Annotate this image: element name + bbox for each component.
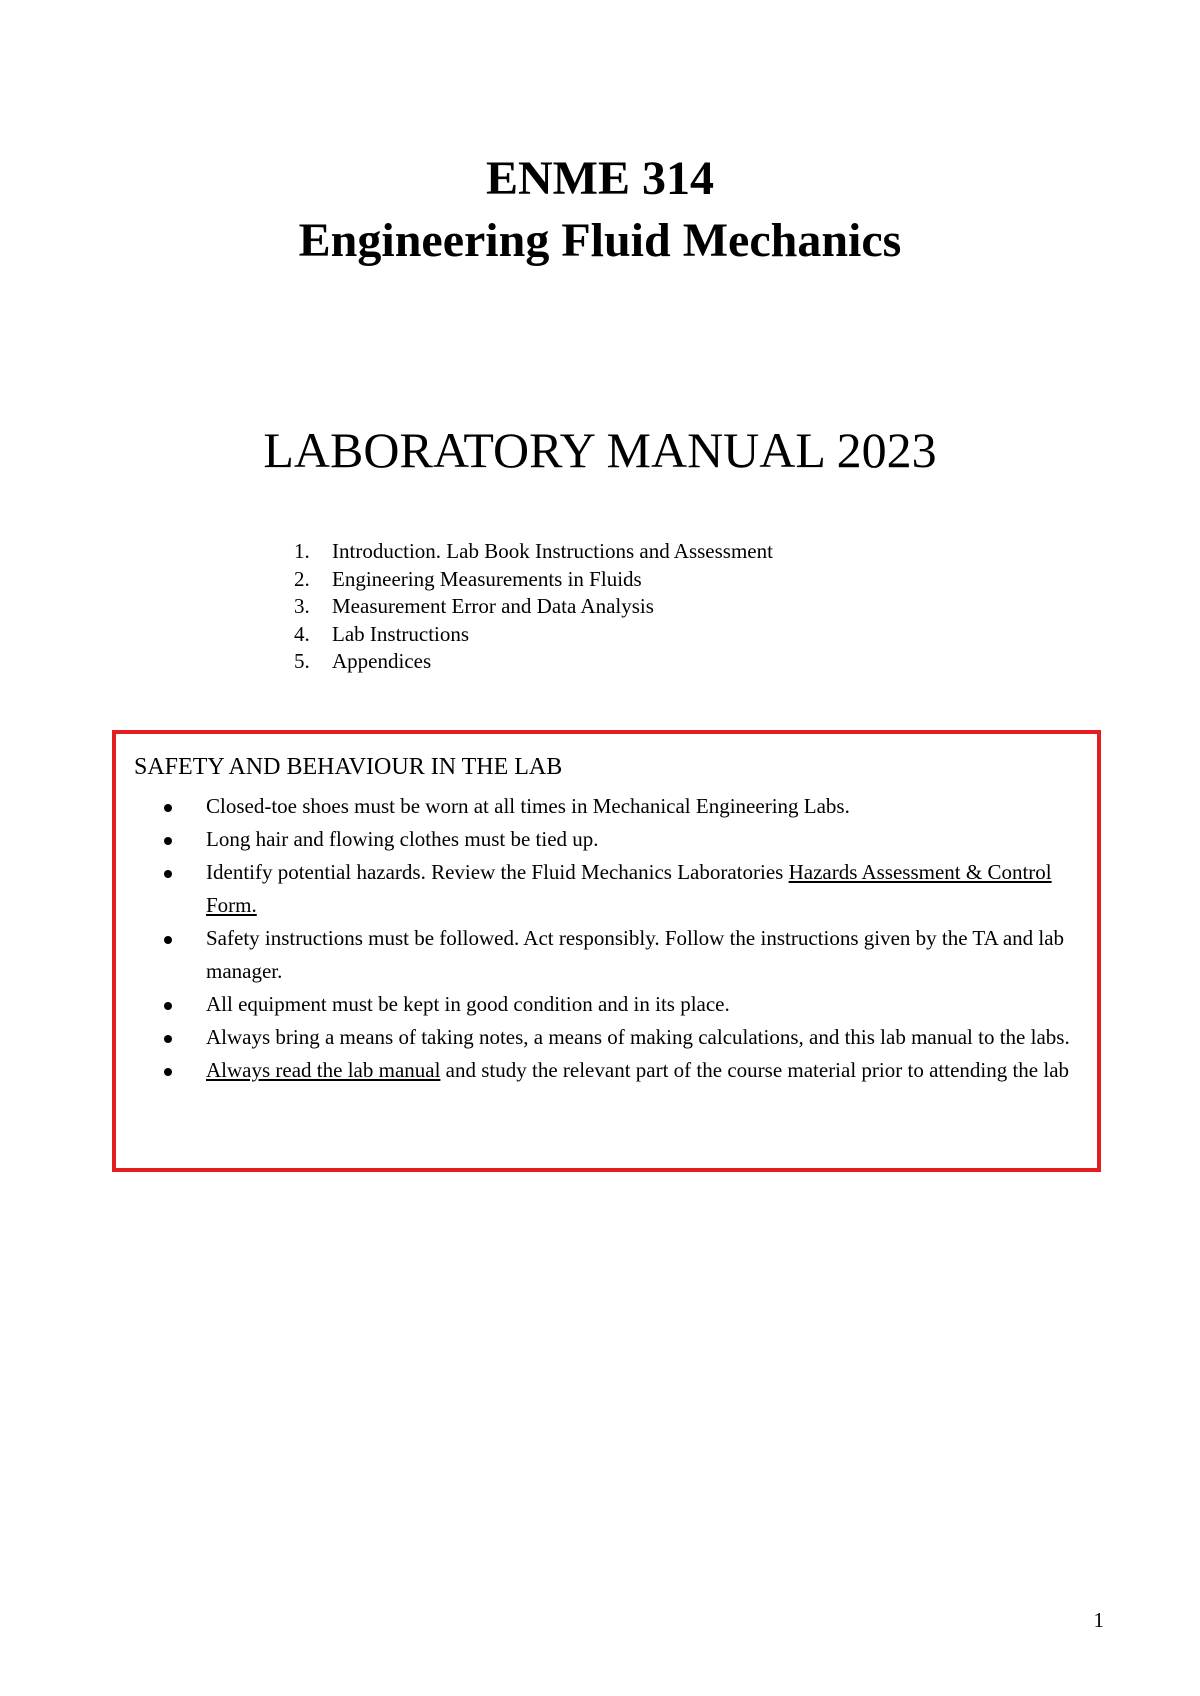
bullet-icon <box>164 1068 172 1076</box>
contents-item <box>290 566 773 594</box>
contents-number: 5. <box>294 649 310 673</box>
contents-item <box>290 593 773 621</box>
bullet-icon <box>164 1002 172 1010</box>
hazards-form-link[interactable]: Hazards Assessment & Control Form. <box>206 860 1052 917</box>
safety-heading: SAFETY AND BEHAVIOUR IN THE LAB <box>134 754 563 780</box>
contents-item <box>290 648 773 676</box>
safety-item-equipment <box>134 988 1074 1021</box>
course-code: ENME 314 <box>486 152 714 205</box>
bullet-icon <box>164 837 172 845</box>
safety-item-hair <box>134 823 1074 856</box>
contents-number: 3. <box>294 594 310 618</box>
safety-box <box>112 730 1101 1172</box>
page-number: 1 <box>1093 1608 1104 1632</box>
contents-number: 2. <box>294 566 310 591</box>
safety-item-text: All equipment must be kept in good condition and in its place. <box>206 992 730 1016</box>
contents-list <box>290 538 773 676</box>
contents-text: Appendices <box>332 649 432 673</box>
contents-number: 1. <box>294 539 310 563</box>
manual-title: LABORATORY MANUAL 2023 <box>263 422 937 478</box>
safety-item-hazards <box>134 856 1074 922</box>
contents-number: 4. <box>294 621 310 646</box>
contents-text: Engineering Measurements in Fluids <box>332 566 642 591</box>
safety-item-text: Safety instructions must be followed. Act responsibly. Follow the instructions given by the TA and lab manager. <box>206 926 1065 983</box>
course-name: Engineering Fluid Mechanics <box>298 214 902 267</box>
read-manual-link[interactable]: Always read the lab manual <box>206 1058 441 1082</box>
safety-item-text: Always bring a means of taking notes, a means of making calculations, and this lab manual to the labs. <box>206 1025 1070 1049</box>
bullet-icon <box>164 1035 172 1043</box>
safety-item-text: and study the relevant part of the course material prior to attending the lab <box>440 1058 1070 1082</box>
safety-item-instructions <box>134 922 1074 988</box>
bullet-icon <box>164 804 172 812</box>
safety-item-read-manual <box>134 1054 1074 1087</box>
safety-item-text: Closed-toe shoes must be worn at all times in Mechanical Engineering Labs. <box>206 794 850 818</box>
safety-item-text: Long hair and flowing clothes must be tied up. <box>206 827 599 851</box>
contents-item <box>290 621 773 649</box>
safety-item-shoes <box>134 790 1074 823</box>
contents-item <box>290 538 773 566</box>
contents-text: Measurement Error and Data Analysis <box>332 594 654 618</box>
safety-item-text: Identify potential hazards. Review the Fluid Mechanics Laboratories <box>206 860 789 884</box>
contents-text: Lab Instructions <box>332 621 470 646</box>
contents-text: Introduction. Lab Book Instructions and Assessment <box>332 539 773 563</box>
safety-list <box>134 790 1074 1087</box>
bullet-icon <box>164 870 172 878</box>
bullet-icon <box>164 936 172 944</box>
safety-item-notes <box>134 1021 1074 1054</box>
